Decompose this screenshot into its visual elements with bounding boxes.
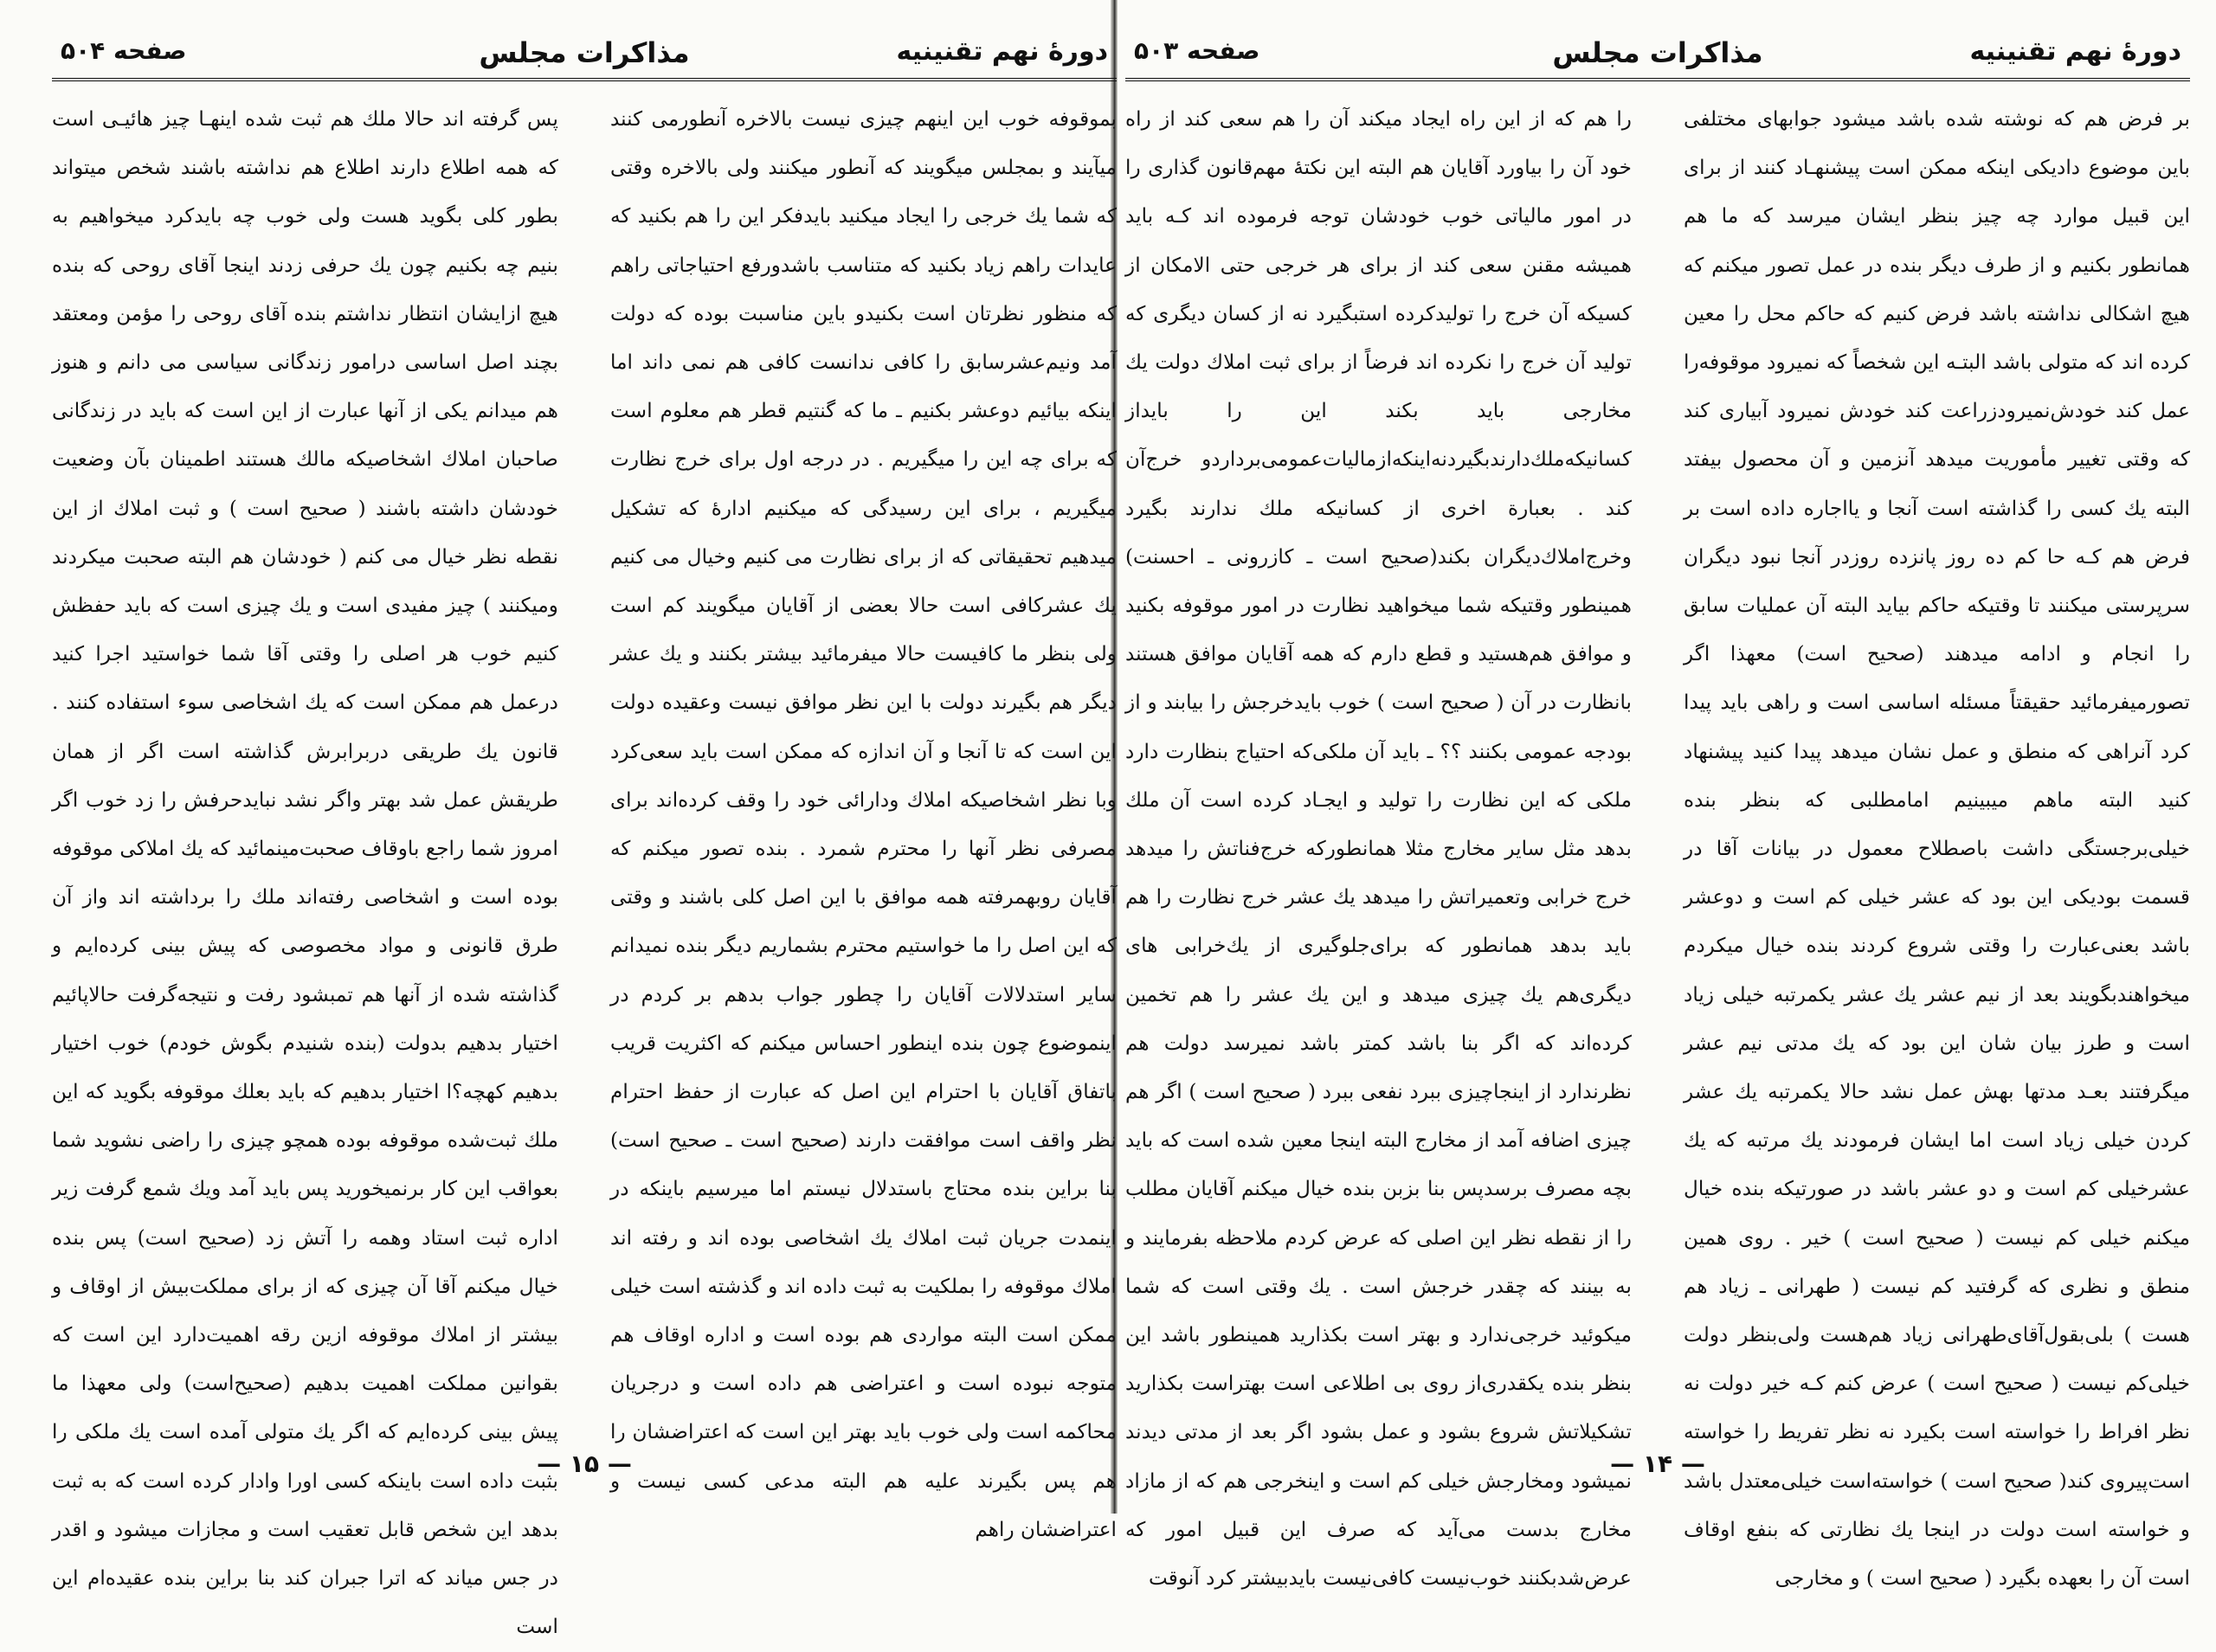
- column-text: پس گرفته اند حالا ملك هم ثبت شده اینهـا چیز هائیـی است که همه اطلاع دارند اطلاع هم نداشته باشند شخص میتواند بطور کلی بگوید هست ولی خوب چه بایدکرد میخواهیم به بنیم چه بکنیم چون یك حرفی زدند اینجا آقای روحی که بنده هیچ ازایشان انتظار نداشتم بنده آقای روحی را مؤمن ومعتقد بچند اصل اساسی درامور زندگانی سیاسی می دانم و هنوز هم میدانم یکی از آنها عبارت از این است که باید در زندگانی صاحبان املاك اشخاصیکه مالك هستند اطمینان بآن وضعیت خودشان داشته باشند ( صحیح است ) و ثبت املاك از این نقطه نظر خیال می کنم ( خودشان هم البته صحبت میکردند ومیکنند ) چیز مفیدی است و یك چیزی است که باید حفظش کنیم خوب هر اصلی را وقتی آقا شما خواستید اجرا کنید درعمل هم ممکن است که یك اشخاصی سوء استفاده کنند . قانون یك طریقی دربرابرش گذاشته است اگر از همان طریقش عمل شد بهتر واگر نشد نبایدحرفش را زد خوب اگر امروز شما راجع باوقاف صحبت‌مینمائید که یك املاکی موقوفه بوده است و اشخاصی رفته‌اند ملك را برداشته اند واز آن طرق قانونی و مواد مخصوصی که پیش بینی کرده‌ایم و گذاشته شده از آنها هم تمبشود رفت و نتیجه‌گرفت حالاپائیم اختیار بدهیم بدولت (بنده شنیدم بگوش خودم) خوب اختیار بدهیم کهچه؟ا اختیار بدهیم که باید بعلك موقوفه بگوید که این ملك ثبت‌شده موقوفه بوده همچو چیزی را راضی نشوید شما بعواقب این کار برنمیخورید پس باید آمد ویك شمع گرفت زیر اداره ثبت استاد وهمه را آتش زد (صحیح است) پس بنده خیال میکنم آقا آن چیزی که از برای مملکت‌بیش از اوقاف و بیشتر از املاك موقوفه ازین رقه اهمیت‌دارد این است که بقوانین مملکت اهمیت بدهیم (صحیح‌است) ولی معهذا ما پیش بینی کرده‌ایم که اگر یك متولی آمده است یك ملکی را بثبت داده است باینکه کسی اورا وادار کرده است که به ثبت بدهد این شخص قابل تعقیب است و مجازات میشود و اقدر در جس میاند که اترا جبران کند بنا براین بنده عقیده‌ام این است: [52, 107, 558, 1639]
- text-column-left: [52, 95, 558, 1639]
- column-text: را هم که از این راه ایجاد میکند آن را هم سعی کند از راه خود آن را بیاورد آقایان هم البته این نکته‌ٔ مهم‌قانون گذاری را در امور مالیاتی خوب خودشان توجه فرموده اند کـه باید همیشه مقنن سعی کند از برای هر خرجی حتی الامکان از کسیکه آن خرج را تولیدکرده استبگیرد نه از کسان دیگری که تولید آن خرج را نکرده اند فرضاً از برای ثبت املاك دولت یك مخارجی باید بکند این را بایداز کسانیکه‌ملك‌دارند‌بگیرد‌نه‌اینکه‌ازمالیات‌عمومی‌بردارد‌و خرج‌آن کند . بعبارة اخری از کسانیکه ملك ندارند بگیرد وخرج‌املاك‌دیگران بکند(صحیح است ـ کازرونی ـ احسنت) همینطور وقتیکه شما میخواهید نظارت در امور موقوفه بکنید و موافق هم‌هستید و قطع دارم که همه آقایان موافق هستند بانظارت در آن ( صحیح است ) خوب بایدخرجش را بیابند و از بودجه عمومی بکنند ؟؟ ـ باید آن ملکی‌که احتیاج بنظارت دارد ملکی که این نظارت را تولید و ایجـاد کرده است آن ملك بدهد مثل سایر مخارج مثلا همانطورکه خرج‌فناتش را میدهد خرج خرابی وتعمیراتش را میدهد یك عشر خرج نظارت را هم باید بدهد همانطور که برای‌جلوگیری از یك‌خرابی های دیگری‌هم یك چیزی میدهد و این یك عشر را هم تخمین کرده‌اند که اگر بنا باشد کمتر باشد نمیرسد دولت هم نظرندارد از اینجاچیزی ببرد نفعی ببرد ( صحیح است ) اگر هم چیزی اضافه آمد از مخارج البته اینجا معین شده است که باید بچه مصرف برسدپس بنا بزبن بنده خیال میکنم آقایان مطلب را از نقطه نظر این اصلی که عرض کردم ملاحظه بفرمایند و به بینند که چقدر خرجش است . یك وقتی است که شما میکوئید خرجی‌ندارد و بهتر است بکذارید همینطور باشد این بنظر بنده یکقدری‌از روی بی اطلاعی است بهتراست بکذارید تشکیلاتش شروع بشود و عمل بشود اگر بعد از مدتی دیدند‌ نمیشود ومخارجش خیلی کم است و اینخرجی هم که از مازاد مخارج بدست می‌آید که صرف این قبیل امور که عرض‌شد‌بکنند خوب‌نیست کافی‌نیست بایدبیشتر کرد آنوقت: [1125, 107, 1632, 1591]
- page-footer-number: — ۱۵ —: [537, 1450, 632, 1478]
- left-page: [52, 26, 1117, 1639]
- text-column-right: [610, 95, 1117, 1541]
- page-header: [1125, 35, 2190, 81]
- column-text: بموقوفه خوب این اینهم چیزی نیست بالاخره آنطورمی کنند میآیند و بمجلس میگویند که آنطور میکنند ولی بالاخره وقتی که شما یك خرجی را ایجاد میکنید بایدفکر این را هم بکنید که عایدات راهم زیاد بکنید که متناسب باشدورفع احتیاجاتی راهم که منظور نظرتان است بکنیدو باین مناسبت بوده که دولت آمد ونیم‌عشرسابق را کافی ندانست کافی هم نمی داند اما اینکه بیائیم دوعشر بکنیم ـ ما که گنتیم قطر هم معلوم است که برای چه این را میگیریم . در درجه اول برای خرج نظارت میگیریم ، برای این رسیدگی که میکنیم اداره‌ٔ که تشکیل میدهیم تحقیقاتی که از برای نظارت می کنیم وخیال می کنیم یك عشرکافی است حالا بعضی از آقایان میگویند کم است ولی بنظر ما کافیست حالا میفرمائید بیشتر بکنند و یك عشر دیگر هم بگیرند دولت با این نظر موافق نیست وعقیده دولت این است که تا آنجا و آن اندازه که ممکن است باید سعی‌کرد وبا نظر اشخاصیکه املاك ودارائی خود را وقف کرده‌اند برای مصرفی نظر آنها را محترم شمرد . بنده تصور میکنم که آقایان روبهمرفته همه موافق با این اصل کلی باشند و وقتی که این اصل را ما خواستیم محترم بشماریم دیگر بنده نمیدانم سایر استدلالات آقایان را چطور جواب بدهم بر کردم در اینموضوع چون بنده اینطور احساس میکنم که اکثریت قریب باتفاق آقایان با احترام این اصل که عبارت از حفظ احترام نظر واقف است موافقت دارند (صحیح است ـ صحیح است) بنا براین بنده محتاج باستدلال نیستم اما میرسیم باینکه در اینمدت جریان ثبت املاك یك اشخاصی بوده اند و رفته اند املاك موقوفه را بملکیت به ثبت داده اند و گذشته است خیلی ممکن است البته مواردی هم بوده است و اداره اوقاف هم متوجه نبوده است و اعتراضی هم داده است و درجریان محاکمه است ولی خوب باید بهتر این است که اعتراضشان را هم پس بگیرند علیه هم البته مدعی کسی نیست و اعتراضشان راهم: [610, 107, 1117, 1541]
- header-page-number: صفحه ۵۰۳: [1134, 36, 1260, 65]
- column-text: بر فرض هم که نوشته شده باشد میشود جوابهای مختلفی باین موضوع دادیکی اینکه ممکن است پیشنهـاد کنند از برای این قبیل موارد چه چیز بنظر ایشان میرسد که ما هم همانطور بکنیم و از طرف دیگر بنده در عمل تصور میکنم که هیچ اشکالی نداشته باشد فرض کنیم که حاکم محل را معین کرده اند که متولی باشد البتـه این شخصاً که نمیرود موقوفه‌را عمل کند خودش‌نمیرودزراعت کند خودش نمیرود آبیاری کند که وقتی تغییر مأموریت میدهد آنزمین و آن محصول بیفتد البته یك کسی را گذاشته است آنجا و یااجاره داده است بر فرض هم کـه حا کم ده روز پانزده روزدر آنجا نبود دیگران سرپرستی میکنند تا وقتیکه حاکم بیاید البته آن عملیات سابق را انجام و ادامه میدهند (صحیح است) معهذا اگر تصورمیفرمائید حقیقتاً مسئله اساسی است و راهی باید پیدا کرد آنراهی که منطق و عمل نشان میدهد پیدا کنید پیشنهاد کنید البته ماهم میبینیم امامطلبی که بنظر بنده خیلی‌برجستگی داشت باصطلاح معمول در بیانات آقا در قسمت بودیکی این بود که عشر خیلی کم است و دوعشر باشد بعنی‌عبارت را وقتی شروع کردند بنده خیال میکردم میخواهندبگویند بعد از نیم عشر یك عشر یکمرتبه خیلی زیاد است و طرز بیان شان این بود که یك مدتی نیم عشر میگرفتند بعـد مدتها بهش عمل نشد حالا یکمرتبه یك عشر کردن خیلی زیاد است اما ایشان فرمودند یك مرتبه که یك عشرخیلی کم است و دو عشر باشد در صورتیکه بنده خیال میکنم خیلی کم نیست ( صحیح است ) خیر . روی همین منطق و نظری که گرفتید کم نیست ( طهرانی ـ زیاد هم هست ) بلی‌بقول‌آقای‌طهرانی زیاد هم‌هست ولی‌بنظر دولت خیلی‌کم نیست ( صحیح است ) عرض کنم کـه خیر دولت نه نظر افراط را خواسته است بکیرد نه نظر تفریط را خواسته است‌پیروی کند( صحیح است ) خواسته‌است خیلی‌معتدل باشد و خواسته است دولت در اینجا یك نظارتی که بنفع اوقاف است آن را بعهده بگیرد ( صحیح است ) و مخارجی: [1684, 107, 2190, 1591]
- header-title: مذاکرات مجلس: [1552, 36, 1763, 69]
- header-rule: [1125, 78, 2190, 81]
- page-footer-number: — ۱۴ —: [1610, 1450, 1705, 1478]
- text-column-left: [1125, 95, 1632, 1591]
- text-column-right: [1684, 95, 2190, 1591]
- header-title: مذاکرات مجلس: [479, 36, 690, 69]
- page-header: [52, 35, 1117, 81]
- header-period: دورهٔ نهم تقنینیه: [1969, 36, 2181, 67]
- header-rule: [52, 78, 1117, 81]
- header-page-number: صفحه ۵۰۴: [61, 36, 187, 65]
- header-period: دورهٔ نهم تقنینیه: [896, 36, 1108, 67]
- right-page: [1125, 26, 2190, 1591]
